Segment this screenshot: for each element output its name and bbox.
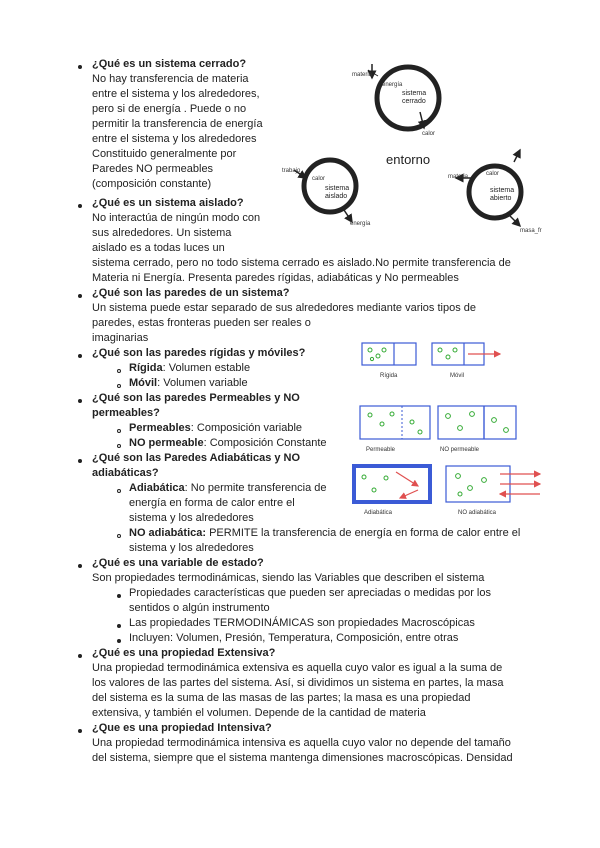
open-name-2: abierto <box>490 195 512 202</box>
q2-line: sistema cerrado, pero no todo sistema cerrado es aislado.No permite transferencia de <box>92 257 511 269</box>
mobile-label: Móvil <box>450 373 465 379</box>
closed-top-label: materia <box>352 72 373 78</box>
bullet-q6 <box>78 459 82 463</box>
q5-item-nopermeable <box>129 436 327 451</box>
open-system-diagram <box>448 150 542 234</box>
q4-item-rigida <box>129 361 250 376</box>
q3-title: ¿Qué son las paredes de un sistema? <box>92 287 290 299</box>
q7-intro: Son propiedades termodinámicas, siendo las Variables que describen el sistema <box>92 572 485 584</box>
q6-title-line: ¿Qué son las Paredes Adiabáticas y NO <box>92 452 301 464</box>
q9-line: Una propiedad termodinámica intensiva es aquella cuyo valor no depende del tamaño <box>92 737 511 749</box>
q6-item-line: energía en forma de calor entre el <box>129 497 295 509</box>
q4-title: ¿Qué son las paredes rígidas y móviles? <box>92 347 306 359</box>
q9-line: del sistema, siempre que el sistema mantenga dimensiones macroscópicas. Densidad <box>92 752 513 764</box>
q7-item-line: Incluyen: Volumen, Presión, Temperatura, Composición, entre otras <box>129 632 459 644</box>
sub-bullet <box>117 489 121 493</box>
q7-item-line: sentidos o algún instrumento <box>129 602 270 614</box>
q6-title-line: adiabáticas? <box>92 467 159 479</box>
q5-title-line: ¿Qué son las paredes Permeables y NO <box>92 392 300 404</box>
term: Adiabática <box>129 482 185 494</box>
q6-item-line: sistema y los alrededores <box>129 542 254 554</box>
q6-item-noadiabatica <box>129 526 520 541</box>
q7-item-line: Las propiedades TERMODINÁMICAS son propiedades Macroscópicas <box>129 617 475 629</box>
entorno-heading: entorno <box>386 152 431 167</box>
q6-item-line: sistema y los alrededores <box>129 512 254 524</box>
q5-title-line: permeables? <box>92 407 160 419</box>
sub-bullet <box>117 594 121 598</box>
closed-system-diagram <box>352 64 439 137</box>
definition: : Volumen estable <box>162 362 251 374</box>
isolated-bottom-label: energía <box>350 221 371 227</box>
bullet-q8 <box>78 654 82 658</box>
closed-right-label: calor <box>422 131 436 137</box>
nonadiabatic-label: NO adiabática <box>458 510 497 516</box>
closed-name-1: sistema <box>402 90 427 97</box>
bullet-q5 <box>78 399 82 403</box>
open-top2-label: calor <box>486 171 500 177</box>
isolated-system-diagram <box>282 160 371 227</box>
q7-title: ¿Qué es una variable de estado? <box>92 557 264 569</box>
isolated-name-1: sistema <box>325 185 350 192</box>
q7-item-line: Propiedades características que pueden ser apreciadas o medidas por los <box>129 587 491 599</box>
sub-bullet <box>117 369 121 373</box>
nonpermeable-label: NO permeable <box>440 447 480 453</box>
sub-bullet <box>117 429 121 433</box>
permeable-label: Permeable <box>366 447 396 453</box>
sub-bullet <box>117 534 121 538</box>
bullet-q4 <box>78 354 82 358</box>
isolated-top2-label: calor <box>312 176 326 182</box>
open-bottom-label: masa_fr <box>520 228 542 234</box>
q3-line: paredes, estas fronteras pueden ser reales o <box>92 317 311 329</box>
definition: : Composición Constante <box>203 437 327 449</box>
bullet-q7 <box>78 564 82 568</box>
isolated-top-label: trabajo <box>282 168 301 174</box>
isolated-name-2: aislado <box>325 193 348 200</box>
open-top-label: materia <box>448 174 469 180</box>
q3-line: Un sistema puede estar separado de sus alrededores mediante varios tipos de <box>92 302 477 314</box>
bullet-q1 <box>78 65 82 69</box>
term: Permeables <box>129 422 191 434</box>
q3-line: imaginarias <box>92 332 149 344</box>
term: NO permeable <box>129 437 204 449</box>
q1-line: entre el sistema y los alrededores, <box>92 88 260 100</box>
sub-bullet <box>117 444 121 448</box>
definition: PERMITE la transferencia de energía en forma de calor entre el <box>206 527 521 539</box>
bullet-q2 <box>78 204 82 208</box>
q8-line: los valores de las partes del sistema. Así, si dividimos un sistema en partes, la masa <box>92 677 504 689</box>
closed-name-2: cerrado <box>402 98 426 105</box>
q8-line: extensiva, y también el volumen. Depende de la cantidad de materia <box>92 707 426 719</box>
q6-item-adiabatica <box>129 481 327 496</box>
term: NO adiabática: <box>129 527 207 539</box>
sub-bullet <box>117 384 121 388</box>
q8-line: Una propiedad termodinámica extensiva es aquella cuyo valor es igual a la suma de <box>92 662 503 674</box>
bullet-q9 <box>78 729 82 733</box>
q2-line: aislado es a todas luces un <box>92 242 225 254</box>
q5-item-permeable <box>129 421 302 436</box>
rigid-label: Rígida <box>380 373 398 379</box>
definition: : Composición variable <box>190 422 303 434</box>
q1-line: pero si de energía . Puede o no <box>92 103 247 115</box>
q1-line: Paredes NO permeables <box>92 163 214 175</box>
q1-line: permitir la transferencia de energía <box>92 118 263 130</box>
q2-title: ¿Qué es un sistema aislado? <box>92 197 244 209</box>
q1-line: (composición constante) <box>92 178 212 190</box>
q8-line: del sistema es la suma de las masas de las partes; la masa es una propiedad <box>92 692 471 704</box>
q2-line: Materia ni Energía. Presenta paredes rígidas, adiabáticas y No permeables <box>92 272 459 284</box>
term: Rígida <box>129 362 163 374</box>
term: Móvil <box>129 377 158 389</box>
bullet-q3 <box>78 294 82 298</box>
q1-title: ¿Qué es un sistema cerrado? <box>92 58 247 70</box>
q2-line: No interactúa de ningún modo con <box>92 212 261 224</box>
q9-title: ¿Que es una propiedad Intensiva? <box>92 722 272 734</box>
definition: : No permite transferencia de <box>184 482 327 494</box>
adiabatic-label: Adiabática <box>364 510 393 516</box>
q1-line: entre el sistema y los alrededores <box>92 133 257 145</box>
q2-line: sus alrededores. Un sistema <box>92 227 232 239</box>
open-name-1: sistema <box>490 187 515 194</box>
definition: : Volumen variable <box>157 377 248 389</box>
q1-line: No hay transferencia de materia <box>92 73 249 85</box>
closed-top2-label: energía <box>382 82 403 88</box>
q4-item-movil <box>129 376 248 391</box>
sub-bullet <box>117 624 121 628</box>
sub-bullet <box>117 639 121 643</box>
q1-line: Constituido generalmente por <box>92 148 237 160</box>
q8-title: ¿Qué es una propiedad Extensiva? <box>92 647 276 659</box>
